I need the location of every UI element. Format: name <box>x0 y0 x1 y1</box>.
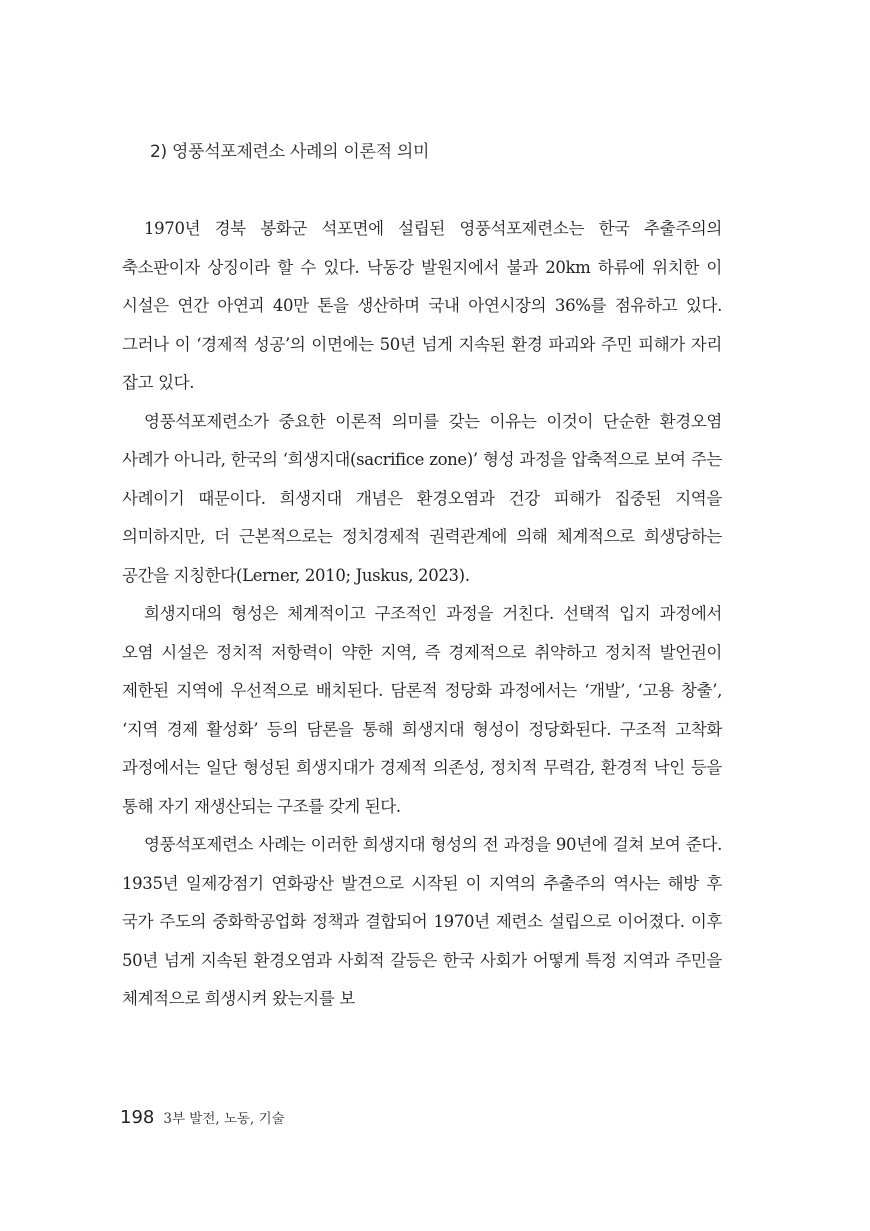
paragraph: 1970년 경북 봉화군 석포면에 설립된 영풍석포제련소는 한국 추출주의의 축소판이자 상징이라 할 수 있다. 낙동강 발원지에서 불과 20km 하류에 위치한 이 시설은 연간 아연괴 40만 톤을 생산하며 국내 아연시장의 36%를 점유하고 있다. 그러나 이 ‘경제적 성공’의 이면에는 50년 넘게 지속된 환경 파괴와 주민 피해가 자리 잡고 있다. <box>122 219 722 392</box>
section-heading: 2) 영풍석포제련소 사례의 이론적 의미 <box>150 142 430 162</box>
page-number: 198 <box>120 1107 155 1128</box>
paragraph: 영풍석포제련소 사례는 이러한 희생지대 형성의 전 과정을 90년에 걸쳐 보여 준다. 1935년 일제강점기 연화광산 발견으로 시작된 이 지역의 추출주의 역사는 해방 후 국가 주도의 중화학공업화 정책과 결합되어 1970년 제련소 설립으로 이어졌다. 이후 50년 넘게 지속된 환경오염과 사회적 갈등은 한국 사회가 어떻게 특정 지역과 주민을 체계적으로 희생시켜 왔는지를 보 <box>122 835 722 1008</box>
paragraph: 영풍석포제련소가 중요한 이론적 의미를 갖는 이유는 이것이 단순한 환경오염 사례가 아니라, 한국의 ‘희생지대(sacrifice zone)’ 형성 과정을 압축적으로 보여 주는 사례이기 때문이다. 희생지대 개념은 환경오염과 건강 피해가 집중된 지역을 의미하지만, 더 근본적으로는 정치경제적 권력관계에 의해 체계적으로 희생당하는 공간을 지칭한다(Lerner, 2010; Juskus, 2023). <box>122 411 722 585</box>
paragraph: 희생지대의 형성은 체계적이고 구조적인 과정을 거친다. 선택적 입지 과정에서 오염 시설은 정치적 저항력이 약한 지역, 즉 경제적으로 취약하고 정치적 발언권이 제한된 지역에 우선적으로 배치된다. 담론적 정당화 과정에서는 ‘개발’, ‘고용 창출’, ‘지역 경제 활성화’ 등의 담론을 통해 희생지대 형성이 정당화된다. 구조적 고착화 과정에서는 일단 형성된 희생지대가 경제적 의존성, 정치적 무력감, 환경적 낙인 등을 통해 자기 재생산되는 구조를 갖게 된다. <box>122 604 722 816</box>
page-footer <box>120 1107 285 1128</box>
body-text <box>122 210 722 1019</box>
running-title: 3부 발전, 노동, 기술 <box>163 1111 285 1127</box>
